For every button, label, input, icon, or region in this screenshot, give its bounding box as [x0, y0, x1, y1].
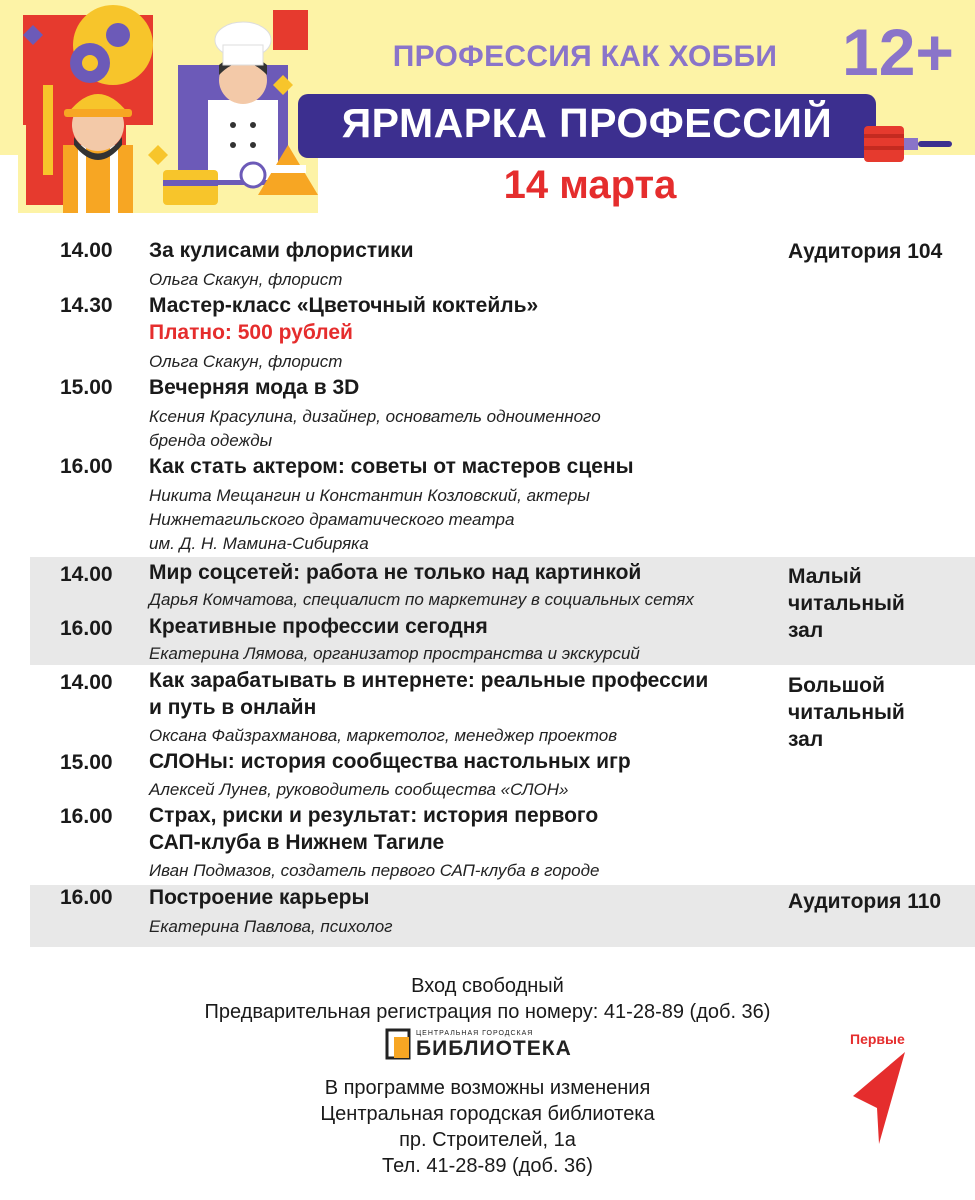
program-changes-note: В программе возможны изменения — [324, 1077, 651, 1099]
room-big-hall-1: Большой — [788, 674, 885, 697]
room-big-hall-2: читальный — [788, 701, 905, 724]
professions-illustration — [18, 5, 318, 213]
event-time: 14.00 — [60, 239, 113, 262]
free-entry: Вход свободный — [411, 975, 564, 997]
event-title: Креативные профессии сегодня — [149, 615, 488, 638]
event-time: 14.30 — [60, 294, 113, 317]
event-title-cont: и путь в онлайн — [149, 696, 317, 719]
event-speaker: Ольга Скакун, флорист — [149, 270, 343, 289]
room-small-hall-3: зал — [788, 619, 824, 642]
age-rating: 12+ — [842, 15, 954, 89]
event-title: СЛОНы: история сообщества настольных игр — [149, 750, 631, 773]
event-title: Вечерняя мода в 3D — [149, 376, 360, 399]
event-speaker: Алексей Лунев, руководитель сообщества «СЛОН» — [149, 780, 569, 799]
library-logo-subtitle: ЦЕНТРАЛЬНАЯ ГОРОДСКАЯ — [416, 1030, 534, 1037]
room-big-hall-3: зал — [788, 728, 824, 751]
library-logo-title: БИБЛИОТЕКА — [416, 1037, 572, 1060]
event-title: Страх, риски и результат: история первого — [149, 804, 599, 827]
room-104: Аудитория 104 — [788, 240, 943, 263]
event-title-cont: САП-клуба в Нижнем Тагиле — [149, 831, 445, 854]
event-speaker-cont: Нижнетагильского драматического театра — [149, 510, 515, 529]
paint-brush-icon — [860, 120, 960, 170]
pervye-logo-label: Первые — [850, 1031, 905, 1047]
event-speaker: Ольга Скакун, флорист — [149, 352, 343, 371]
event-time: 15.00 — [60, 376, 113, 399]
event-title: Как стать актером: советы от мастеров сцены — [149, 455, 634, 478]
room-small-hall-2: читальный — [788, 592, 905, 615]
event-title: Построение карьеры — [149, 886, 370, 909]
room-110: Аудитория 110 — [788, 890, 942, 913]
event-time: 16.00 — [60, 805, 113, 828]
event-speaker-cont: им. Д. Н. Мамина-Сибиряка — [149, 534, 369, 553]
event-title: За кулисами флористики — [149, 239, 414, 262]
event-speaker: Дарья Комчатова, специалист по маркетингу в социальных сетях — [149, 590, 694, 609]
event-speaker-cont: бренда одежды — [149, 431, 273, 450]
event-title: ЯРМАРКА ПРОФЕССИЙ — [341, 100, 833, 146]
chef-figure — [208, 22, 278, 180]
event-time: 16.00 — [60, 455, 113, 478]
library-address: пр. Строителей, 1а — [399, 1129, 576, 1151]
event-time: 14.00 — [60, 563, 113, 586]
event-subtitle: ПРОФЕССИЯ КАК ХОББИ — [392, 40, 778, 73]
gear-icon — [70, 43, 110, 83]
event-time: 16.00 — [60, 886, 113, 909]
room-small-hall-1: Малый — [788, 565, 862, 588]
event-title: Как зарабатывать в интернете: реальные профессии — [149, 669, 709, 692]
registration-info: Предварительная регистрация по номеру: 41-28-89 (доб. 36) — [204, 1001, 771, 1023]
event-speaker: Никита Мещангин и Константин Козловский, актеры — [149, 486, 590, 505]
event-time: 16.00 — [60, 617, 113, 640]
event-speaker: Иван Подмазов, создатель первого САП-клуба в городе — [149, 861, 600, 880]
event-speaker: Оксана Файзрахманова, маркетолог, менеджер проектов — [149, 726, 618, 745]
event-title: Мастер-класс «Цветочный коктейль» — [149, 294, 539, 317]
event-speaker: Екатерина Павлова, психолог — [149, 917, 393, 936]
builder-figure — [63, 94, 133, 213]
library-name: Центральная городская библиотека — [320, 1103, 655, 1125]
event-date: 14 марта — [503, 163, 677, 207]
event-time: 14.00 — [60, 671, 113, 694]
library-phone: Тел. 41-28-89 (доб. 36) — [382, 1155, 593, 1177]
event-time: 15.00 — [60, 751, 113, 774]
event-speaker: Ксения Красулина, дизайнер, основатель одноименного — [149, 407, 601, 426]
event-price: Платно: 500 рублей — [149, 321, 353, 344]
event-title: Мир соцсетей: работа не только над картинкой — [149, 561, 642, 584]
pervye-logo-icon — [845, 1028, 915, 1148]
event-speaker: Екатерина Лямова, организатор пространства и экскурсий — [149, 644, 640, 663]
